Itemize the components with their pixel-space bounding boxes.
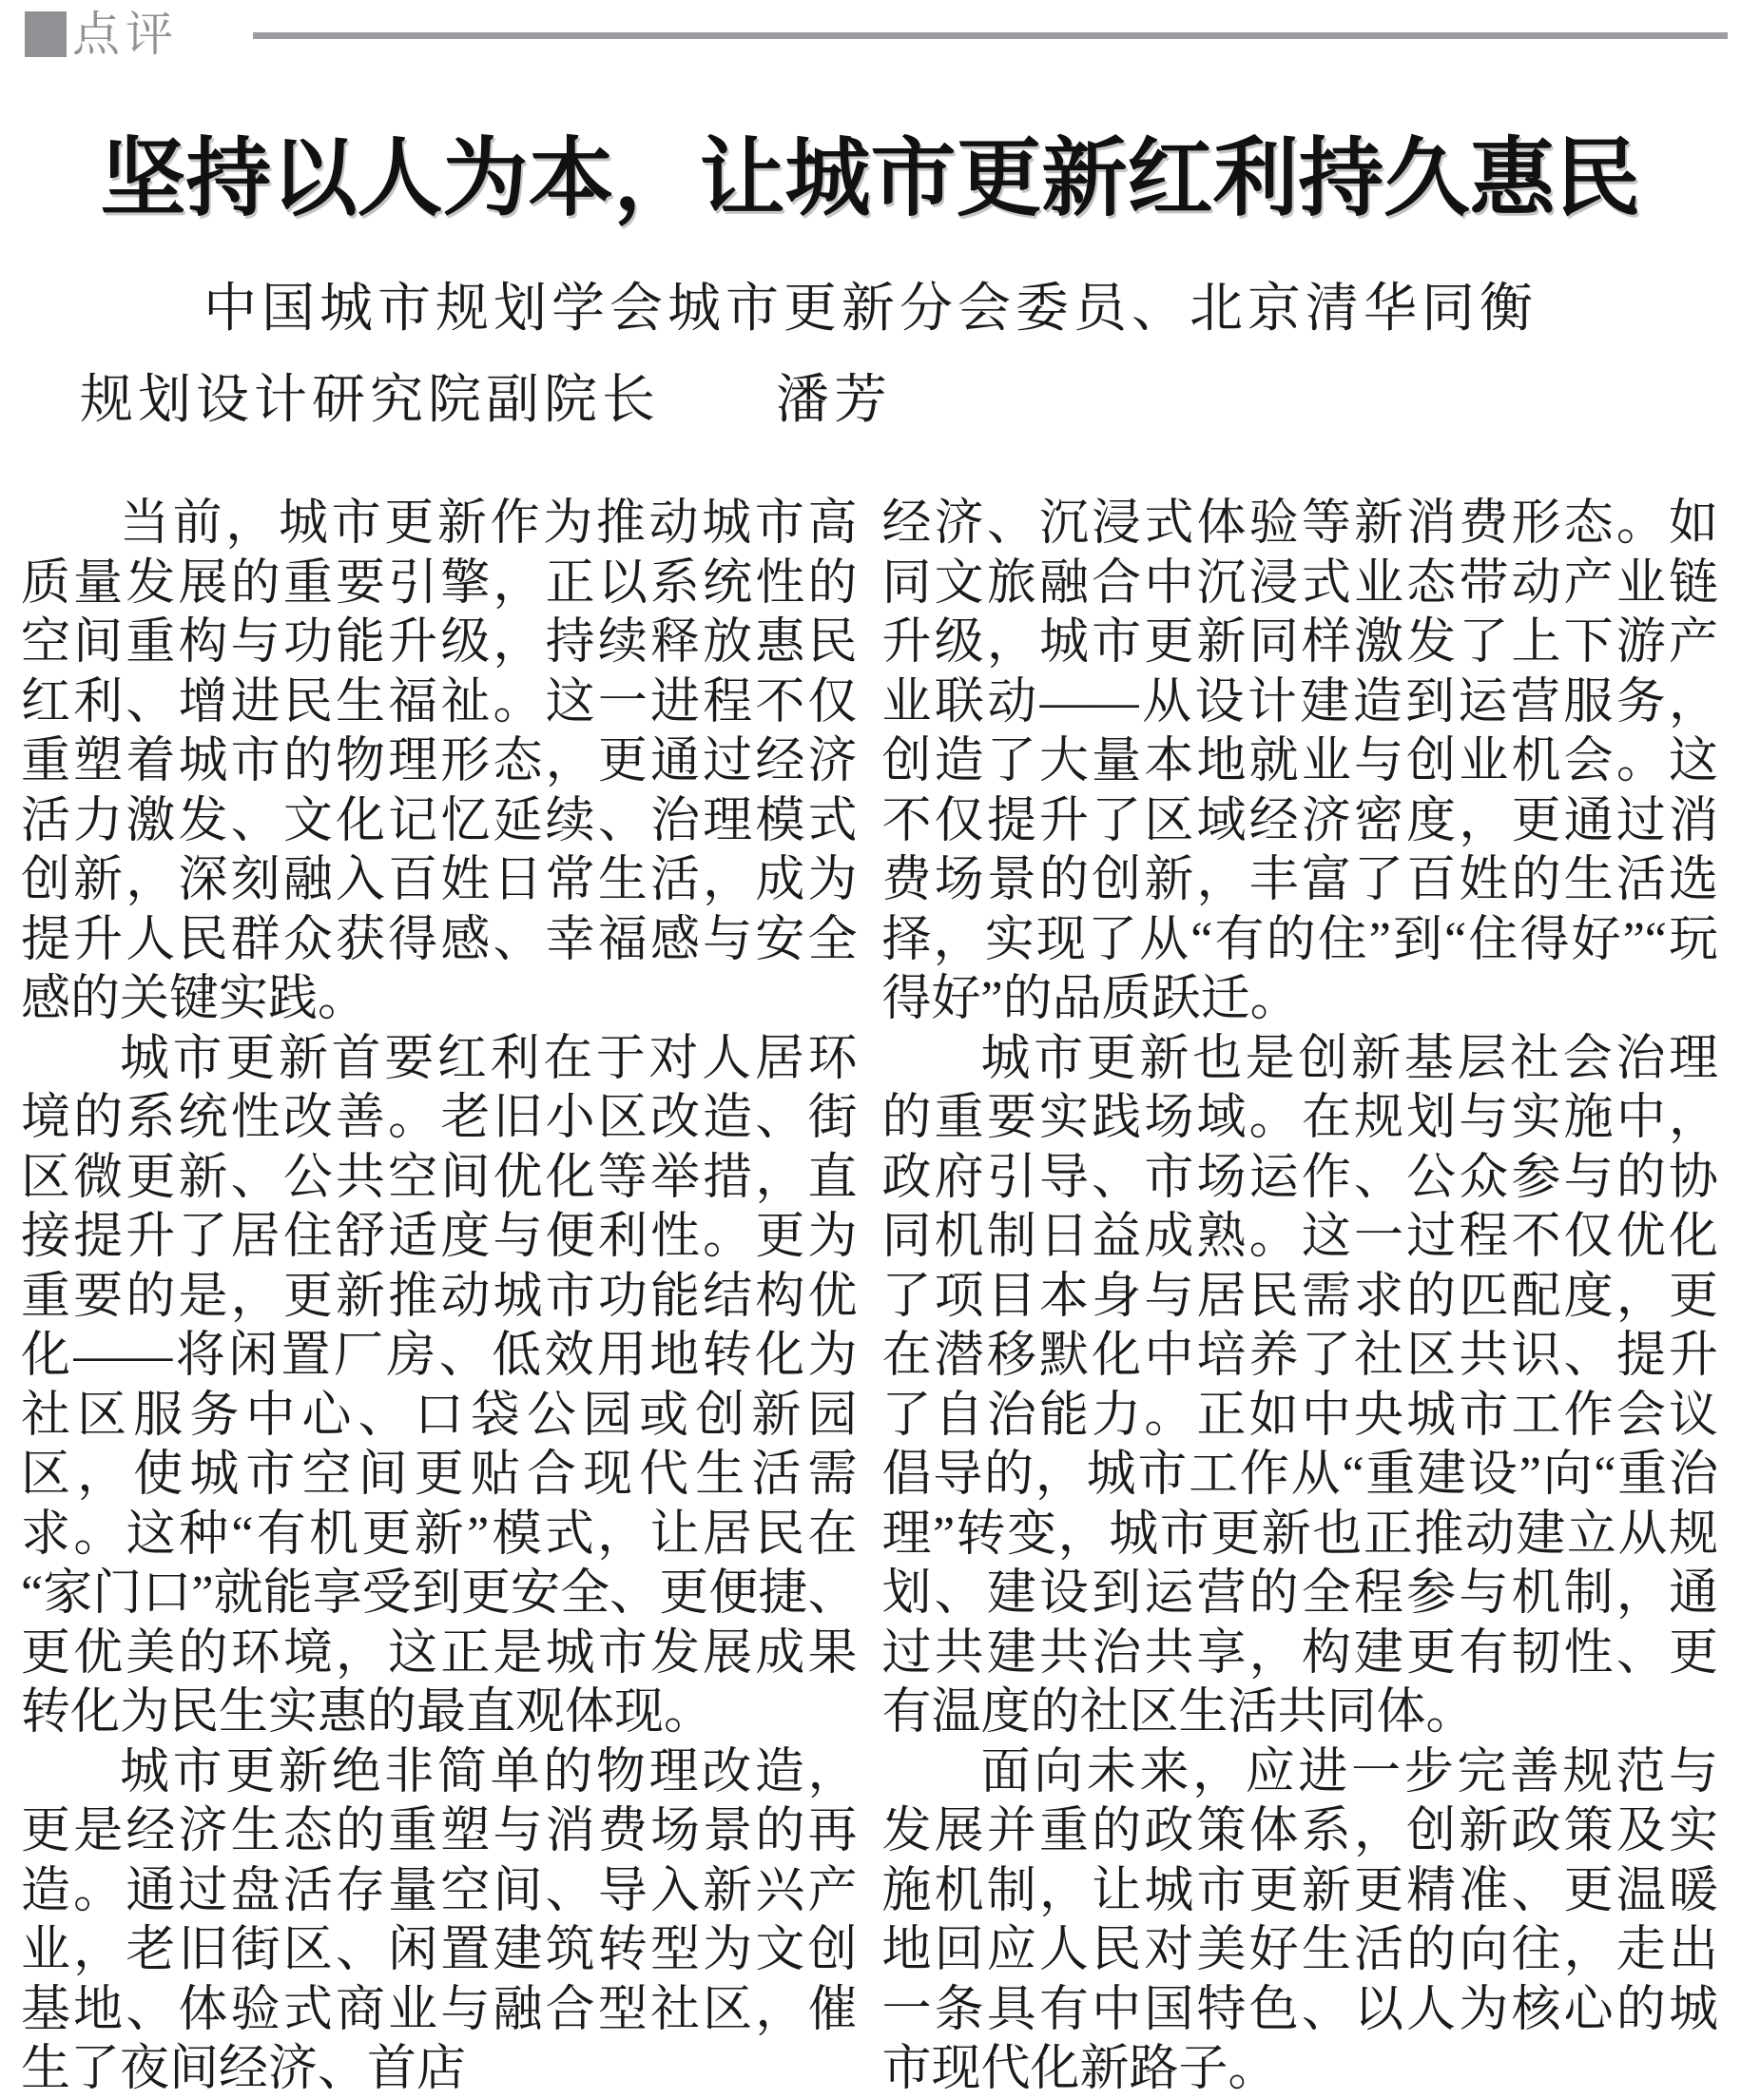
section-rule-divider: [253, 32, 1728, 39]
right-column: [882, 495, 1719, 2100]
body-paragraph: 当前，城市更新作为推动城市高质量发展的重要引擎，正以系统性的空间重构与功能升级，持续释放惠民红利、增进民生福祉。这一进程不仅重塑着城市的物理形态，更通过经济活力激发、文化记忆延续、治理模式创新，深刻融入百姓日常生活，成为提升人民群众获得感、幸福感与安全感的关键实践。: [21, 496, 858, 1026]
body-paragraph: 经济、沉浸式体验等新消费形态。如同文旅融合中沉浸式业态带动产业链升级，城市更新同样激发了上下游产业联动——从设计建造到运营服务，创造了大量本地就业与创业机会。这不仅提升了区域经济密度，更通过消费场景的创新，丰富了百姓的生活选择，实现了从“有的住”到“住得好”“玩得好”的品质跃迁。: [881, 496, 1718, 1026]
section-header: [0, 0, 1741, 59]
byline-line-1: 中国城市规划学会城市更新分会委员、北京清华同衡: [203, 280, 1538, 339]
left-column: [21, 495, 858, 2100]
body-paragraph: 城市更新也是创新基层社会治理的重要实践场域。在规划与实施中，政府引导、市场运作、公众参与的协同机制日益成熟。这一过程不仅优化了项目本身与居民需求的匹配度，更在潜移默化中培养了社区共识、提升了自治能力。正如中央城市工作会议倡导的，城市工作从“重建设”向“重治理”转变，城市更新也正推动建立从规划、建设到运营的全程参与机制，通过共建共治共享，构建更有韧性、更有温度的社区生活共同体。: [881, 1031, 1718, 1740]
byline-line-2: 规划设计研究院副院长 潘芳: [80, 371, 892, 430]
article-title: 坚持以人为本，让城市更新红利持久惠民: [100, 131, 1641, 226]
body-paragraph: 城市更新绝非简单的物理改造，更是经济生态的重塑与消费场景的再造。通过盘活存量空间、导入新兴产业，老旧街区、闲置建筑转型为文创基地、体验式商业与融合型社区，催生了夜间经济、首店: [21, 1744, 858, 2096]
body-paragraph: 面向未来，应进一步完善规范与发展并重的政策体系，创新政策及实施机制，让城市更新更精准、更温暖地回应人民对美好生活的向往，走出一条具有中国特色、以人为核心的城市现代化新路子。: [881, 1744, 1718, 2096]
section-marker-icon: [25, 11, 67, 57]
article-body: [0, 495, 1741, 2100]
section-label: 点评: [72, 8, 179, 61]
body-paragraph: 城市更新首要红利在于对人居环境的系统性改善。老旧小区改造、街区微更新、公共空间优化等举措，直接提升了居住舒适度与便利性。更为重要的是，更新推动城市功能结构优化——将闲置厂房、低效用地转化为社区服务中心、口袋公园或创新园区，使城市空间更贴合现代生活需求。这种“有机更新”模式，让居民在“家门口”就能享受到更安全、更便捷、更优美的环境，这正是城市发展成果转化为民生实惠的最直观体现。: [21, 1031, 858, 1740]
